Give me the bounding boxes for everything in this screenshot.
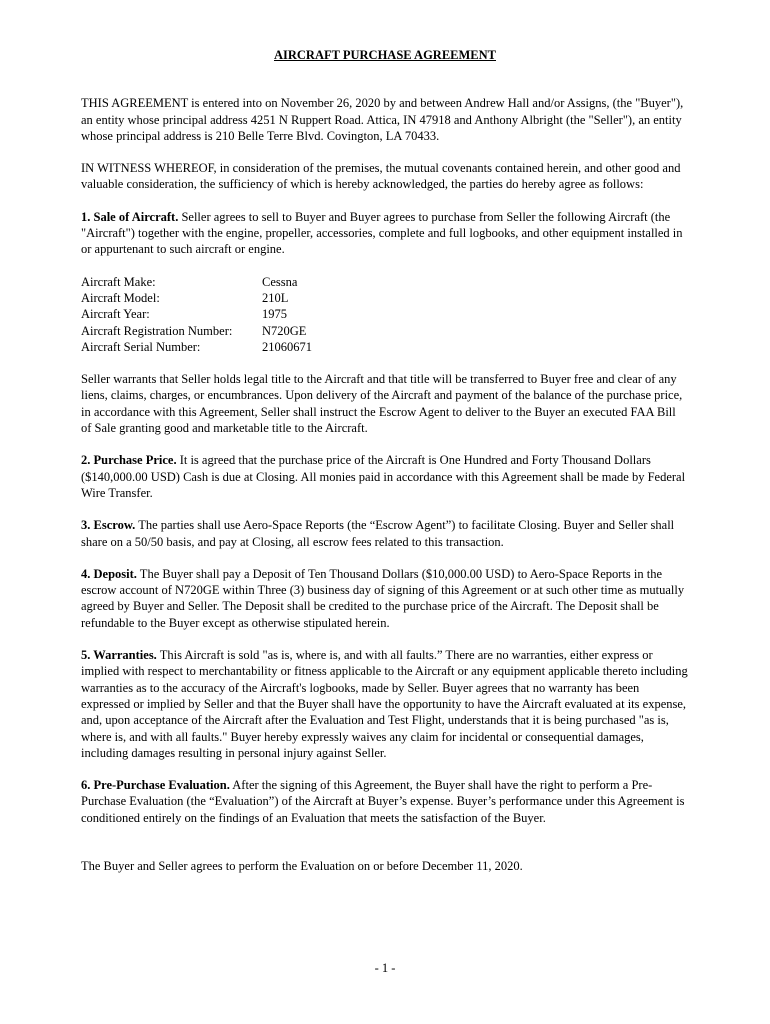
evaluation-date-paragraph: The Buyer and Seller agrees to perform the Evaluation on or before December 11, 2020. [81,858,523,873]
spec-value: Cessna [262,274,298,289]
section-body: It is agreed that the purchase price of the Aircraft is One Hundred and Forty Thousand Dollars ($140,000.00 USD) Cash is due at Closing. All monies paid in accordance with this Agreement shall be made by Federal Wire Transfer. [81,453,686,500]
spec-value: 1975 [262,307,287,322]
section-body: The Buyer shall pay a Deposit of Ten Thousand Dollars ($10,000.00 USD) to Aero-Space Reports in the escrow account of N720GE within Three (3) business day of signing of this Agreement or at such other time as mutually agreed by Buyer and Seller. The Deposit shall be credited to the purchase price of the Aircraft. The Deposit shall be refundable to the Buyer except as otherwise stipulated herein. [81,566,685,630]
section-body: The parties shall use Aero-Space Reports (the “Escrow Agent”) to facilitate Closing. Buyer and Seller shall share on a 50/50 basis, and pay at Closing, all escrow fees related to this transaction. [81,518,675,549]
spec-value: 210L [262,290,289,305]
aircraft-specs-table [81,274,312,355]
spec-value: 21060671 [262,339,312,354]
spec-value: N720GE [262,323,307,338]
spec-row-registration [81,323,312,339]
spec-label: Aircraft Serial Number: [81,339,201,354]
section-pre-purchase-evaluation [81,777,689,826]
section-heading: 5. Warranties. [81,648,157,663]
spacer [81,842,689,858]
spec-label: Aircraft Year: [81,307,150,322]
spec-row-serial [81,339,312,355]
page-number: - 1 - [374,961,396,975]
document-body [81,47,689,890]
spec-label: Aircraft Model: [81,290,160,305]
witness-paragraph: IN WITNESS WHEREOF, in consideration of the premises, the mutual covenants contained herein, and other good and valuable consideration, the sufficiency of which is hereby acknowledged, the parties do hereby agree as follows: [81,161,681,192]
spec-label: Aircraft Registration Number: [81,323,233,338]
section-sale-of-aircraft [81,209,689,258]
section-heading: 1. Sale of Aircraft. [81,209,179,224]
section-body: After the signing of this Agreement, the Buyer shall have the right to perform a Pre-Purchase Evaluation (the “Evaluation”) of the Aircraft at Buyer’s expense. Buyer’s performance under this Agreement is conditioned entirely on the findings of an Evaluation that meets the satisfaction of the Buyer. [81,778,685,825]
section-body: This Aircraft is sold "as is, where is, and with all faults.” There are no warranties, either express or implied with respect to merchantability or fitness applicable to the Aircraft or any equipment applicable thereto including warranties as to the accuracy of the Aircraft's logbooks, made by Seller. Buyer agrees that no warranty has been expressed or implied by Seller and that the Buyer shall have the opportunity to have the Aircraft evaluated at its expense, and, upon acceptance of the Aircraft after the Evaluation and Test Flight, understands that it is being purchased "as is, where is, and with all faults." Buyer hereby expressly waives any claim for incidental or consequential damages, including damages resulting in personal injury against Seller. [81,648,688,760]
document-title: AIRCRAFT PURCHASE AGREEMENT [273,48,496,62]
spec-row-model [81,290,312,306]
section-body: Seller agrees to sell to Buyer and Buyer agrees to purchase from Seller the following Aircraft (the "Aircraft") together with the engine, propeller, accessories, complete and full logbooks, and other equipment installed in or appurtenant to such aircraft or engine. [81,209,683,257]
section-purchase-price [81,452,689,501]
section-heading: 6. Pre-Purchase Evaluation. [81,778,230,793]
spec-row-make [81,274,312,290]
intro-paragraph: THIS AGREEMENT is entered into on November 26, 2020 by and between Andrew Hall and/or Assigns, (the "Buyer"), an entity whose principal address 4251 N Ruppert Road. Attica, IN 47918 and Anthony Albright (the "Seller"), an entity whose principal address is 210 Belle Terre Blvd. Covington, LA 70433. [81,96,684,143]
section-deposit [81,566,689,631]
spec-row-year [81,306,312,322]
spec-label: Aircraft Make: [81,274,156,289]
section-escrow [81,517,689,550]
section-warranties [81,647,689,761]
section-heading: 2. Purchase Price. [81,453,177,468]
section-heading: 4. Deposit. [81,566,137,581]
section-heading: 3. Escrow. [81,518,136,533]
seller-warranty-paragraph: Seller warrants that Seller holds legal title to the Aircraft and that title will be transferred to Buyer free and clear of any liens, claims, charges, or encumbrances. Upon delivery of the Aircraft and payment of the balance of the purchase price, in accordance with this Agreement, Seller shall instruct the Escrow Agent to deliver to the Buyer an executed FAA Bill of Sale granting good and marketable title to the Aircraft. [81,372,683,436]
